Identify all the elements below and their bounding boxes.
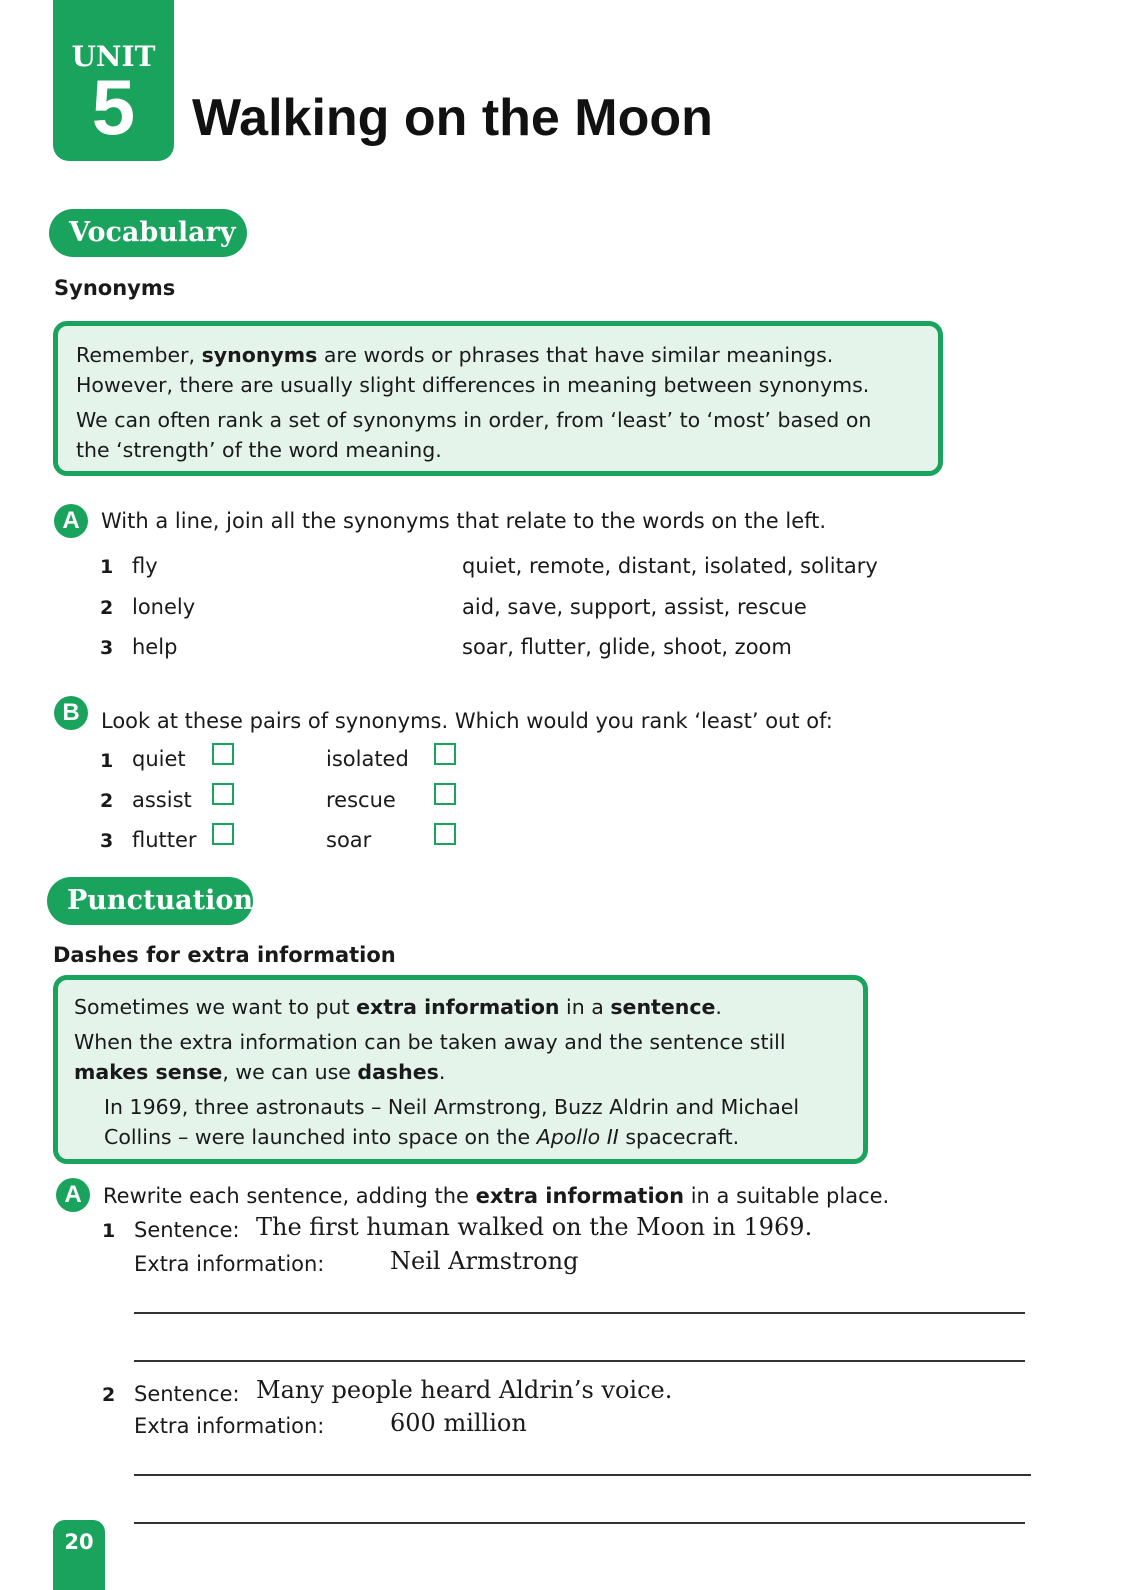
rank-checkbox[interactable] bbox=[434, 783, 456, 805]
subheading-dashes: Dashes for extra information bbox=[53, 943, 396, 967]
instruction-text: Rewrite each sentence, adding the bbox=[103, 1184, 476, 1208]
info-line: We can often rank a set of synonyms in order, from ‘least’ to ‘most’ based on bbox=[76, 408, 872, 432]
given-sentence: The first human walked on the Moon in 1969. bbox=[256, 1213, 813, 1241]
exercise-badge-a: A bbox=[54, 504, 88, 538]
rank-checkbox[interactable] bbox=[212, 743, 234, 765]
pair-right-word: isolated bbox=[326, 747, 409, 771]
extra-info-label: Extra information: bbox=[134, 1252, 325, 1276]
answer-line[interactable] bbox=[134, 1312, 1025, 1314]
info-term: dashes bbox=[357, 1060, 439, 1084]
given-sentence: Many people heard Aldrin’s voice. bbox=[256, 1376, 673, 1404]
match-synonyms[interactable]: quiet, remote, distant, isolated, solitary bbox=[462, 554, 878, 578]
item-number: 2 bbox=[100, 790, 114, 812]
info-line: However, there are usually slight differences in meaning between synonyms. bbox=[76, 373, 870, 397]
match-word[interactable]: fly bbox=[132, 554, 158, 578]
rank-checkbox[interactable] bbox=[434, 743, 456, 765]
info-term-synonyms: synonyms bbox=[201, 343, 318, 367]
synonyms-info-box bbox=[53, 321, 943, 476]
example-text: Collins – were launched into space on the bbox=[104, 1125, 537, 1149]
match-synonyms[interactable]: soar, flutter, glide, shoot, zoom bbox=[462, 635, 792, 659]
info-line bbox=[74, 992, 847, 1022]
page-title: Walking on the Moon bbox=[192, 89, 713, 147]
item-number: 2 bbox=[100, 597, 114, 619]
example-line bbox=[74, 1122, 847, 1152]
extra-info-value: Neil Armstrong bbox=[390, 1247, 579, 1275]
info-paragraph-1 bbox=[76, 340, 920, 370]
match-word[interactable]: help bbox=[132, 635, 178, 659]
match-synonyms[interactable]: aid, save, support, assist, rescue bbox=[462, 595, 807, 619]
answer-line[interactable] bbox=[134, 1522, 1025, 1524]
match-word[interactable]: lonely bbox=[132, 595, 196, 619]
info-text: in a bbox=[559, 995, 611, 1019]
info-text: Remember, bbox=[76, 343, 202, 367]
extra-info-value: 600 million bbox=[390, 1409, 527, 1437]
pair-left-word: assist bbox=[132, 788, 192, 812]
item-number: 1 bbox=[102, 1220, 116, 1242]
info-line: When the extra information can be taken away and the sentence still bbox=[74, 1030, 786, 1054]
unit-tab bbox=[53, 0, 174, 161]
info-term: makes sense bbox=[74, 1060, 223, 1084]
unit-number: 5 bbox=[91, 63, 136, 151]
sentence-label: Sentence: bbox=[134, 1382, 240, 1406]
item-number: 2 bbox=[102, 1384, 116, 1406]
exercise-instruction: With a line, join all the synonyms that relate to the words on the left. bbox=[101, 509, 827, 533]
exercise-instruction bbox=[103, 1184, 889, 1208]
info-text: . bbox=[715, 995, 722, 1019]
exercise-instruction: Look at these pairs of synonyms. Which would you rank ‘least’ out of: bbox=[101, 709, 833, 733]
rank-checkbox[interactable] bbox=[212, 823, 234, 845]
info-text: . bbox=[438, 1060, 446, 1084]
example-line: In 1969, three astronauts – Neil Armstrong, Buzz Aldrin and Michael bbox=[104, 1095, 800, 1119]
info-line: the ‘strength’ of the word meaning. bbox=[76, 438, 442, 462]
info-line bbox=[74, 1057, 847, 1087]
dashes-info-box bbox=[53, 975, 868, 1164]
info-text: , we can use bbox=[222, 1060, 358, 1084]
answer-line[interactable] bbox=[134, 1360, 1025, 1362]
info-term: extra information bbox=[356, 995, 560, 1019]
example-text: spacecraft. bbox=[618, 1125, 740, 1149]
unit-label: UNIT bbox=[71, 40, 156, 73]
sentence-label: Sentence: bbox=[134, 1218, 240, 1242]
rank-checkbox[interactable] bbox=[434, 823, 456, 845]
pair-left-word: flutter bbox=[132, 828, 197, 852]
info-text: are words or phrases that have similar meanings. bbox=[317, 343, 834, 367]
exercise-badge-b: B bbox=[54, 696, 88, 730]
item-number: 1 bbox=[100, 556, 114, 578]
section-label-vocabulary: Vocabulary bbox=[49, 209, 247, 257]
pair-right-word: soar bbox=[326, 828, 372, 852]
item-number: 3 bbox=[100, 830, 114, 852]
section-label-punctuation: Punctuation bbox=[47, 877, 253, 925]
subheading-synonyms: Synonyms bbox=[54, 276, 176, 300]
instruction-text: in a suitable place. bbox=[684, 1184, 890, 1208]
info-term: sentence bbox=[610, 995, 716, 1019]
instruction-term: extra information bbox=[475, 1184, 685, 1208]
answer-line[interactable] bbox=[134, 1474, 1031, 1476]
example-spacecraft-name: Apollo II bbox=[536, 1125, 619, 1149]
info-text: Sometimes we want to put bbox=[74, 995, 357, 1019]
item-number: 3 bbox=[100, 637, 114, 659]
page-number: 20 bbox=[53, 1520, 105, 1590]
item-number: 1 bbox=[100, 750, 114, 772]
rank-checkbox[interactable] bbox=[212, 783, 234, 805]
extra-info-label: Extra information: bbox=[134, 1414, 325, 1438]
pair-left-word: quiet bbox=[132, 747, 186, 771]
pair-right-word: rescue bbox=[326, 788, 396, 812]
exercise-badge-a: A bbox=[56, 1178, 90, 1212]
